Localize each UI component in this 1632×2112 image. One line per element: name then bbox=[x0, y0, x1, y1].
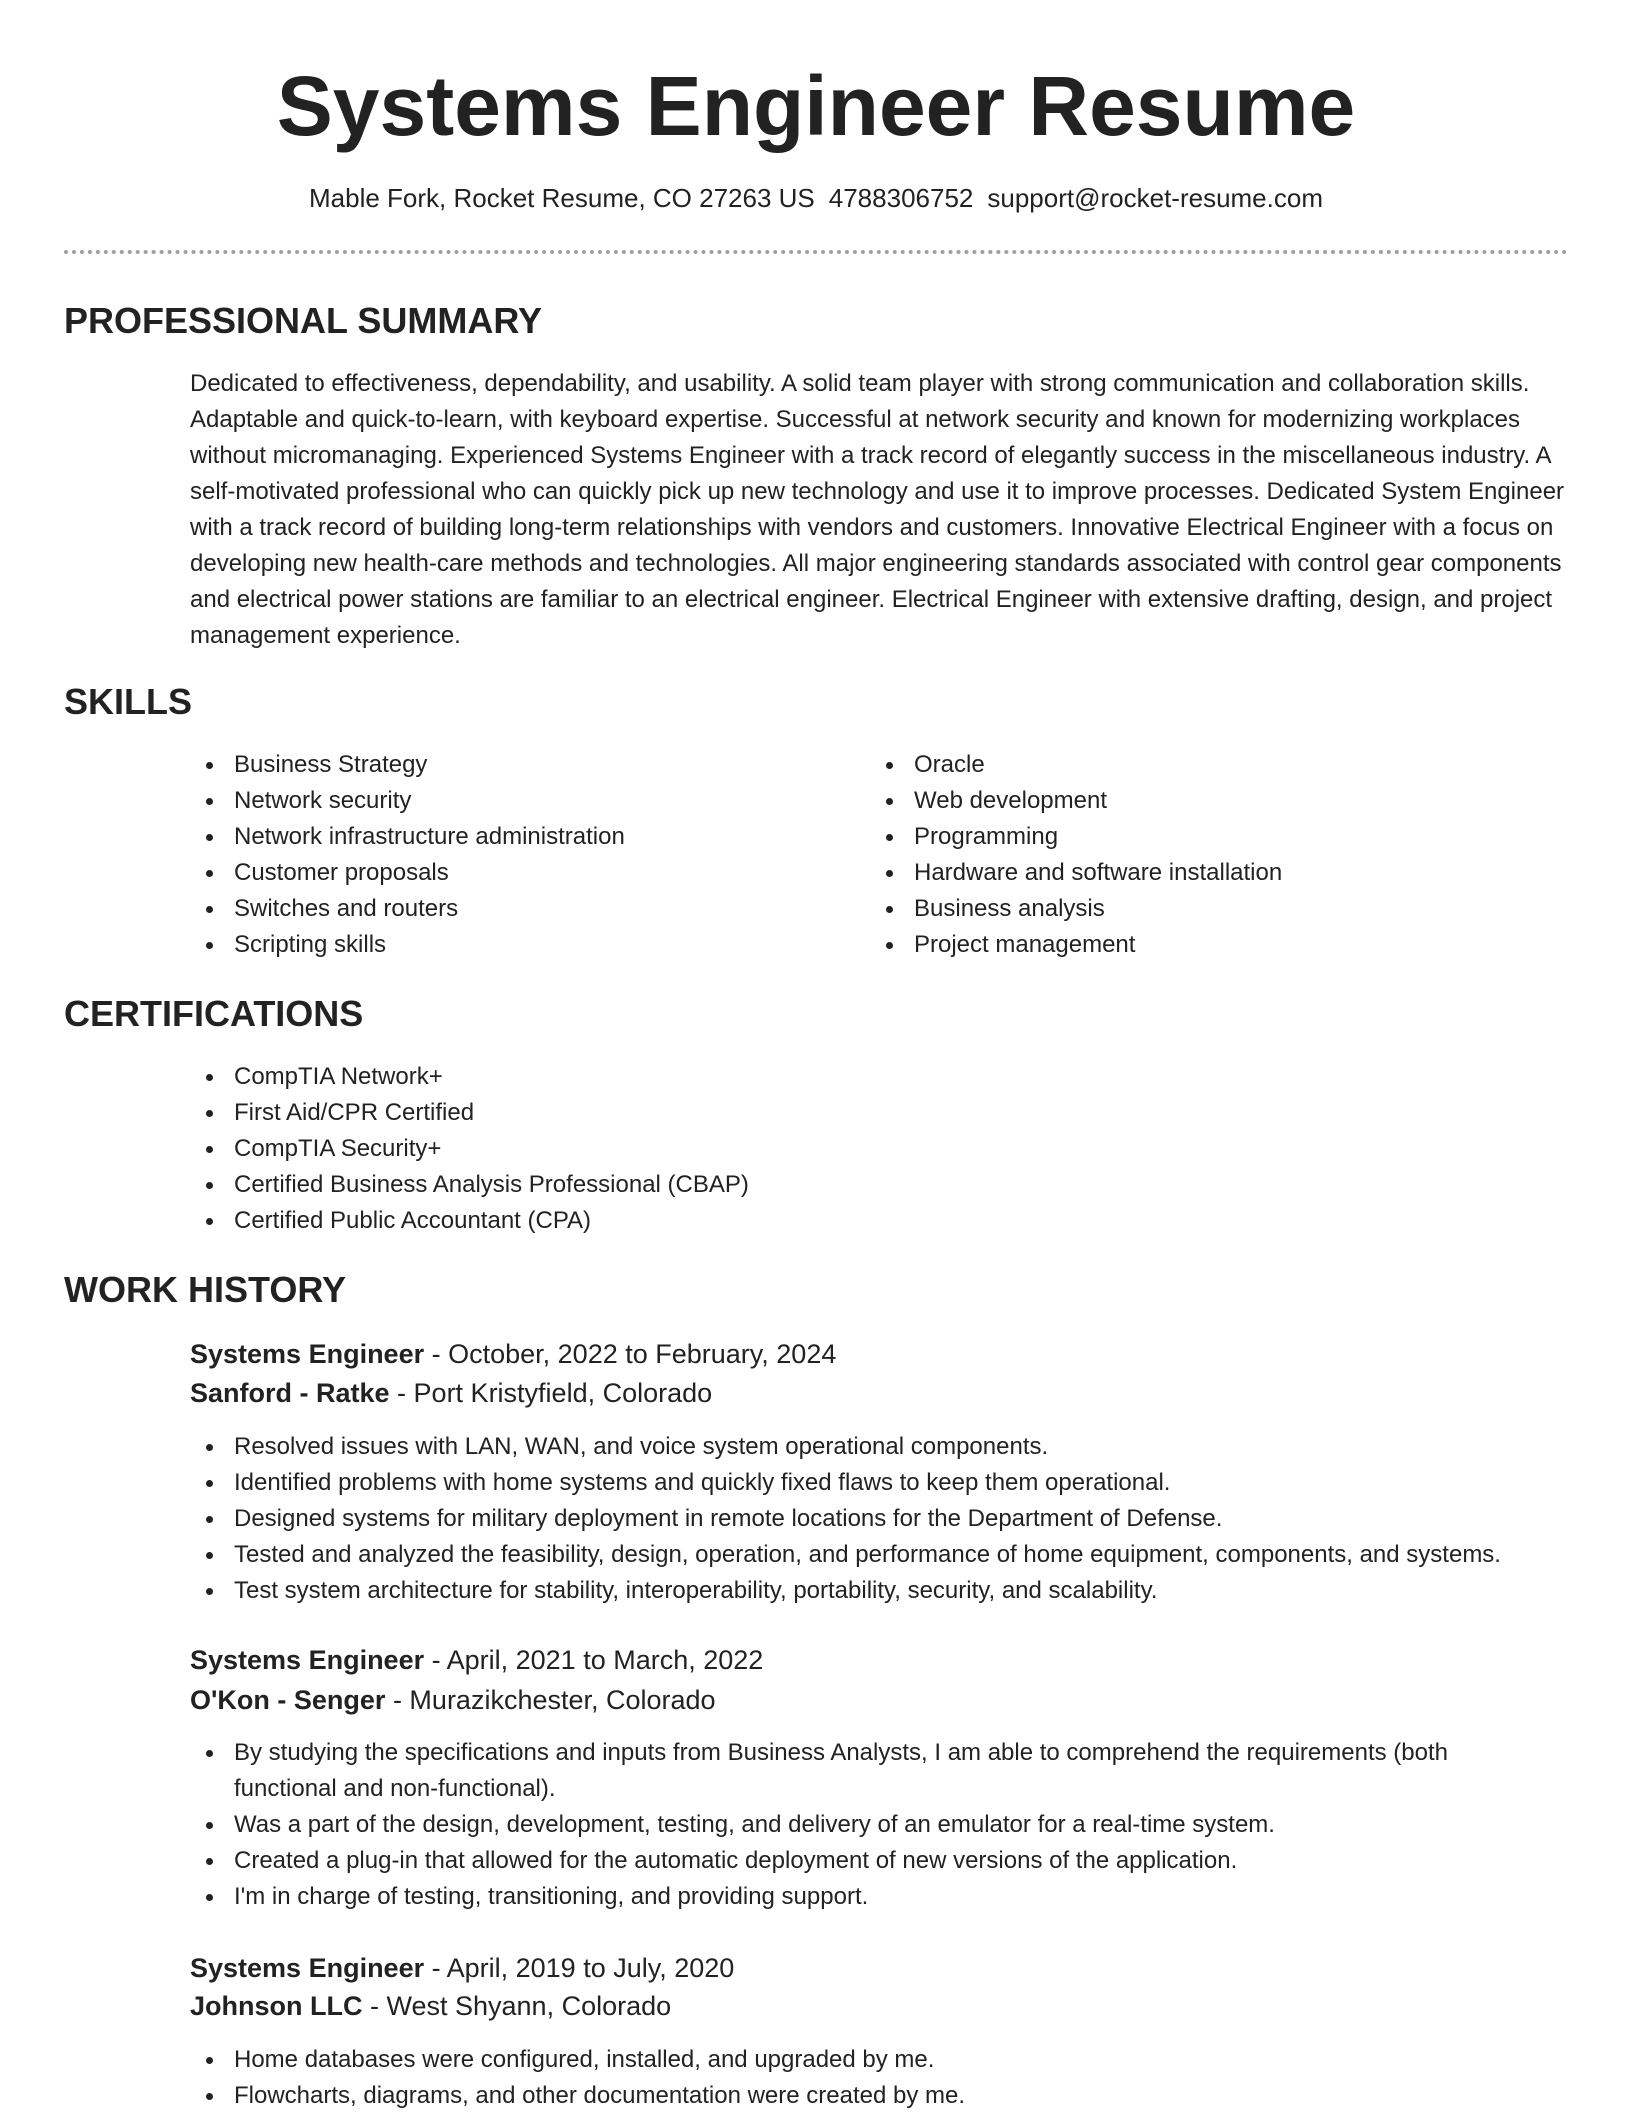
list-item: Designed systems for military deployment in remote locations for the Department of Defense. bbox=[190, 1501, 1580, 1537]
list-item: Business analysis bbox=[870, 891, 1550, 927]
job-company: Johnson LLC bbox=[190, 1991, 363, 2021]
skills-heading: SKILLS bbox=[64, 681, 193, 722]
list-item: Hardware and software installation bbox=[870, 855, 1550, 891]
list-item: Programming bbox=[870, 819, 1550, 855]
job-bullets bbox=[190, 1429, 1580, 1609]
list-item: Was a part of the design, development, testing, and delivery of an emulator for a real-time system. bbox=[190, 1807, 1520, 1843]
list-item: First Aid/CPR Certified bbox=[190, 1095, 1490, 1131]
list-item: Scripting skills bbox=[190, 927, 830, 963]
job-title: Systems Engineer bbox=[190, 1953, 425, 1983]
list-item: Flowcharts, diagrams, and other documentation were created by me. bbox=[190, 2078, 1490, 2112]
job-dates: - April, 2019 to July, 2020 bbox=[424, 1953, 735, 1983]
job-location: - Murazikchester, Colorado bbox=[385, 1685, 716, 1715]
list-item: Resolved issues with LAN, WAN, and voice system operational components. bbox=[190, 1429, 1580, 1465]
job-title-line bbox=[190, 1641, 763, 1679]
list-item: CompTIA Network+ bbox=[190, 1059, 1490, 1095]
list-item: Identified problems with home systems and quickly fixed flaws to keep them operational. bbox=[190, 1465, 1580, 1501]
contact-email: support@rocket-resume.com bbox=[987, 183, 1323, 213]
list-item: By studying the specifications and inputs from Business Analysts, I am able to comprehend the requirements (both functional and non-functional). bbox=[190, 1735, 1520, 1807]
certifications-list bbox=[190, 1059, 1490, 1239]
work-history-heading: WORK HISTORY bbox=[64, 1269, 347, 1310]
job-company: O'Kon - Senger bbox=[190, 1685, 386, 1715]
job-title: Systems Engineer bbox=[190, 1645, 425, 1675]
job-company-line bbox=[190, 1374, 712, 1412]
list-item: Certified Business Analysis Professional (CBAP) bbox=[190, 1167, 1490, 1203]
header-divider bbox=[64, 250, 1568, 254]
job-dates: - April, 2021 to March, 2022 bbox=[424, 1645, 764, 1675]
list-item: Network infrastructure administration bbox=[190, 819, 830, 855]
skills-list-right bbox=[870, 747, 1550, 963]
job-title-line bbox=[190, 1949, 734, 1987]
skills-list-left bbox=[190, 747, 830, 963]
list-item: Home databases were configured, installed, and upgraded by me. bbox=[190, 2042, 1490, 2078]
list-item: Business Strategy bbox=[190, 747, 830, 783]
resume-title: Systems Engineer Resume bbox=[276, 59, 1356, 153]
list-item: Web development bbox=[870, 783, 1550, 819]
list-item: Tested and analyzed the feasibility, design, operation, and performance of home equipment, components, and systems. bbox=[190, 1537, 1580, 1573]
list-item: Certified Public Accountant (CPA) bbox=[190, 1203, 1490, 1239]
list-item: Network security bbox=[190, 783, 830, 819]
job-title-line bbox=[190, 1335, 836, 1373]
list-item: Customer proposals bbox=[190, 855, 830, 891]
contact-address: Mable Fork, Rocket Resume, CO 27263 US bbox=[309, 183, 815, 213]
job-bullets bbox=[190, 2042, 1490, 2112]
list-item: Project management bbox=[870, 927, 1550, 963]
job-company: Sanford - Ratke bbox=[190, 1378, 390, 1408]
job-company-line bbox=[190, 1987, 671, 2025]
contact-line bbox=[0, 180, 1632, 216]
job-bullets bbox=[190, 1735, 1520, 1915]
contact-phone: 4788306752 bbox=[828, 183, 974, 213]
certifications-heading: CERTIFICATIONS bbox=[64, 993, 364, 1034]
job-location: - Port Kristyfield, Colorado bbox=[389, 1378, 713, 1408]
job-company-line bbox=[190, 1681, 716, 1719]
list-item: CompTIA Security+ bbox=[190, 1131, 1490, 1167]
summary-heading: PROFESSIONAL SUMMARY bbox=[64, 300, 543, 341]
list-item: Test system architecture for stability, interoperability, portability, security, and scalability. bbox=[190, 1573, 1580, 1609]
list-item: Oracle bbox=[870, 747, 1550, 783]
list-item: Switches and routers bbox=[190, 891, 830, 927]
job-title: Systems Engineer bbox=[190, 1339, 425, 1369]
summary-text: Dedicated to effectiveness, dependability, and usability. A solid team player with strong communication and collaboration skills. Adaptable and quick-to-learn, with keyboard expertise. Successful at network security and known for modernizing workplaces without micromanaging. Experienced Systems Engineer with a track record of elegantly success in the miscellaneous industry. A self-motivated professional who can quickly pick up new technology and use it to improve processes. Dedicated System Engineer with a track record of building long-term relationships with vendors and customers. Innovative Electrical Engineer with a focus on developing new health-care methods and technologies. All major engineering standards associated with control gear components and electrical power stations are familiar to an electrical engineer. Electrical Engineer with extensive drafting, design, and project management experience. bbox=[190, 370, 1565, 649]
job-dates: - October, 2022 to February, 2024 bbox=[424, 1339, 837, 1369]
job-location: - West Shyann, Colorado bbox=[362, 1991, 672, 2021]
list-item: I'm in charge of testing, transitioning, and providing support. bbox=[190, 1879, 1520, 1915]
list-item: Created a plug-in that allowed for the automatic deployment of new versions of the application. bbox=[190, 1843, 1520, 1879]
